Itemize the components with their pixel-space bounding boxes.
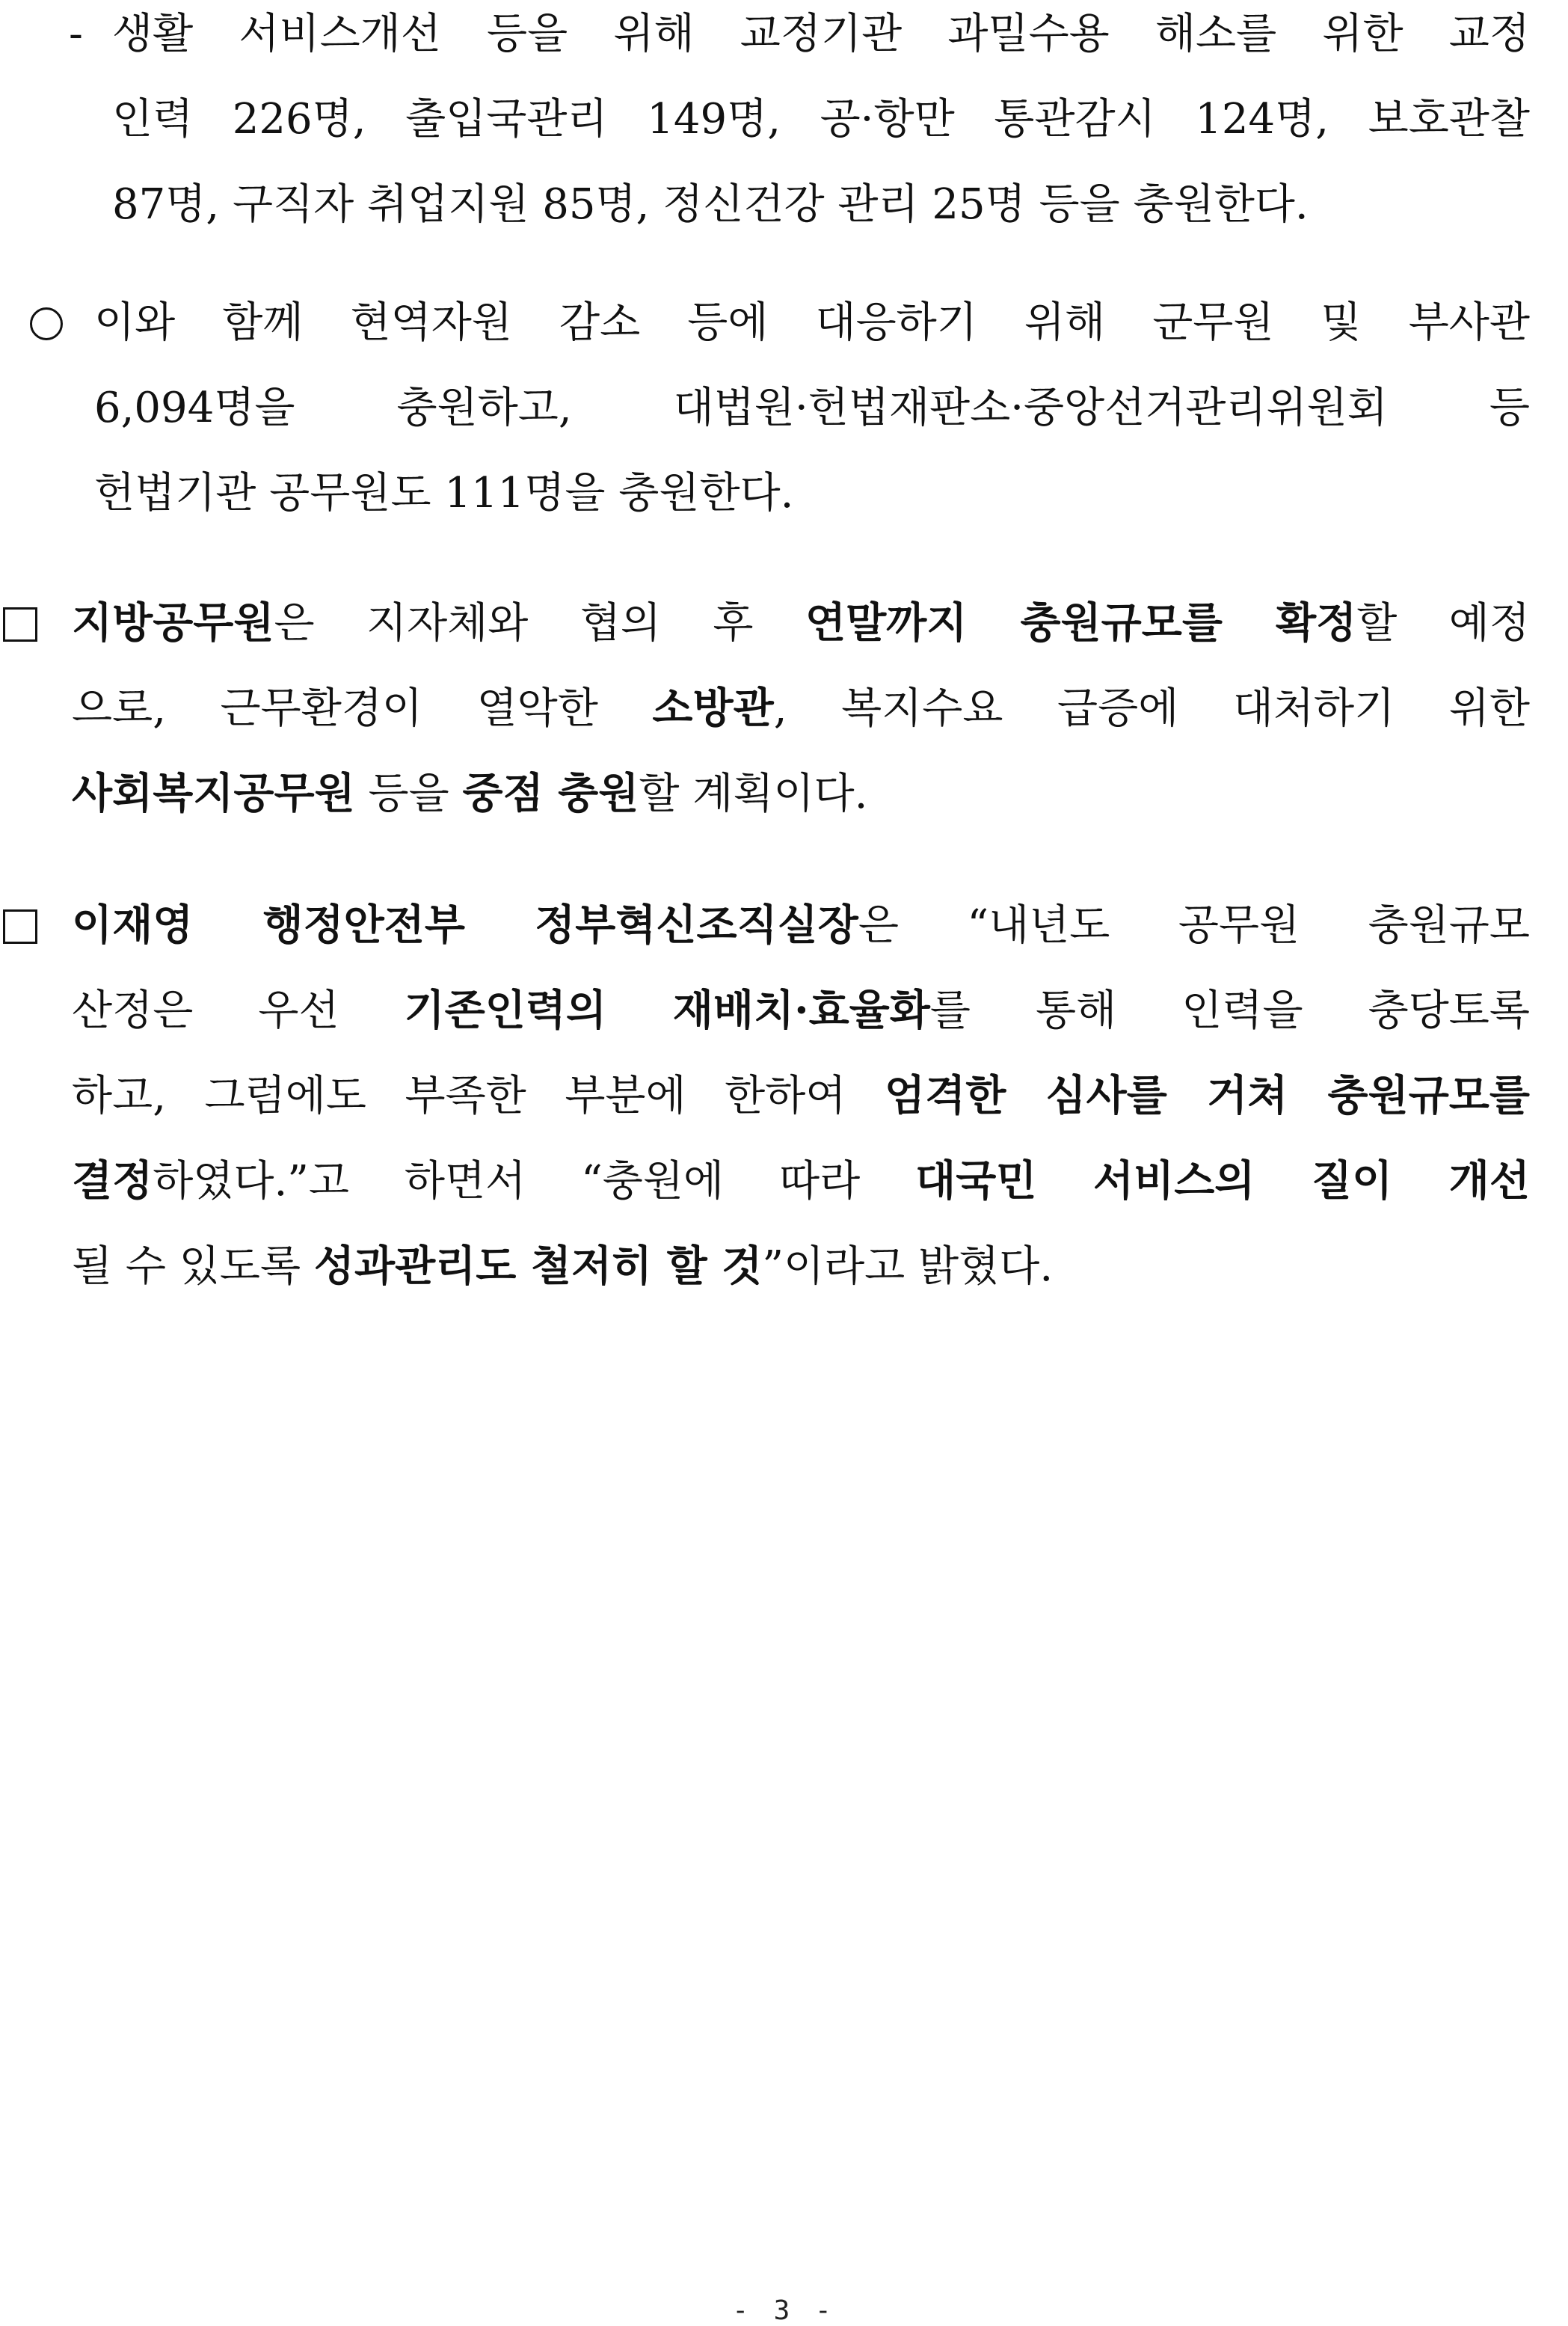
text-segment: 87명, 구직자 취업지원 85명, 정신건강 관리 25명 등을 충원한다.	[112, 180, 1309, 229]
bold-text-segment: 소방관	[652, 684, 774, 733]
text-segment: , 복지수요 급증에 대처하기 위한	[773, 684, 1530, 733]
text-segment: 은 “내년도 공무원 충원규모	[858, 901, 1530, 950]
text-segment: 6,094명을 충원하고, 대법원·헌법재판소·중앙선거관리위원회 등	[94, 384, 1530, 432]
bold-text-segment: 중점 충원	[462, 769, 639, 818]
text-line	[72, 764, 1530, 823]
text-segment: 하고, 그럼에도 부족한 부분에 한하여	[72, 1072, 885, 1120]
text-line	[112, 4, 1530, 64]
text-line	[72, 981, 1530, 1040]
text-segment: 를 통해 인력을 충당토록	[929, 986, 1530, 1035]
text-line	[72, 1151, 1530, 1211]
text-segment: ”이라고 밝혔다.	[762, 1242, 1054, 1291]
square-bullet-icon	[3, 909, 37, 944]
text-segment: 으로, 근무환경이 열악한	[72, 684, 653, 733]
text-segment: 될 수 있도록	[72, 1242, 314, 1291]
text-segment: 산정은 우선	[72, 986, 405, 1035]
text-segment: 생활 서비스개선 등을 위해 교정기관 과밀수용 해소를 위한 교정	[112, 10, 1530, 58]
bold-text-segment: 기존인력의 재배치·효율화	[404, 986, 930, 1035]
text-segment: 은 지자체와 협의 후	[274, 599, 805, 648]
text-segment: 인력 226명, 출입국관리 149명, 공·항만 통관감시 124명, 보호관찰	[112, 95, 1530, 144]
text-line	[72, 895, 1530, 955]
bold-text-segment: 결정	[72, 1156, 153, 1206]
text-line	[72, 1066, 1530, 1126]
text-line	[112, 175, 1530, 235]
text-segment: 이와 함께 현역자원 감소 등에 대응하기 위해 군무원 및 부사관	[94, 298, 1530, 347]
page-number: - 3 -	[732, 2295, 836, 2326]
bold-text-segment: 대국민 서비스의 질이 개선	[915, 1156, 1530, 1206]
text-line	[94, 464, 1530, 524]
bold-text-segment: 사회복지공무원	[72, 769, 355, 818]
text-segment: 할 계획이다.	[639, 770, 868, 818]
text-line	[112, 90, 1530, 150]
bold-text-segment: 이재영 행정안전부 정부혁신조직실장	[72, 900, 858, 950]
dash-marker: -	[69, 10, 83, 58]
bold-text-segment: 지방공무원	[72, 598, 274, 648]
text-segment: 헌법기관 공무원도 111명을 충원한다.	[94, 469, 794, 518]
text-line	[94, 293, 1530, 353]
text-line	[72, 1236, 1530, 1296]
bold-text-segment: 엄격한 심사를 거쳐 충원규모를	[885, 1071, 1530, 1120]
text-line	[72, 593, 1530, 653]
text-line	[72, 678, 1530, 738]
bold-text-segment: 성과관리도 철저히 할 것	[313, 1242, 763, 1291]
text-line	[94, 378, 1530, 438]
text-segment: 하였다.”고 하면서 “충원에 따라	[153, 1157, 916, 1206]
bold-text-segment: 연말까지 충원규모를 확정	[805, 598, 1357, 648]
text-segment: 할 예정	[1356, 599, 1530, 648]
text-segment: 등을	[354, 770, 463, 818]
square-bullet-icon	[3, 607, 37, 642]
circle-bullet-icon	[30, 307, 63, 340]
